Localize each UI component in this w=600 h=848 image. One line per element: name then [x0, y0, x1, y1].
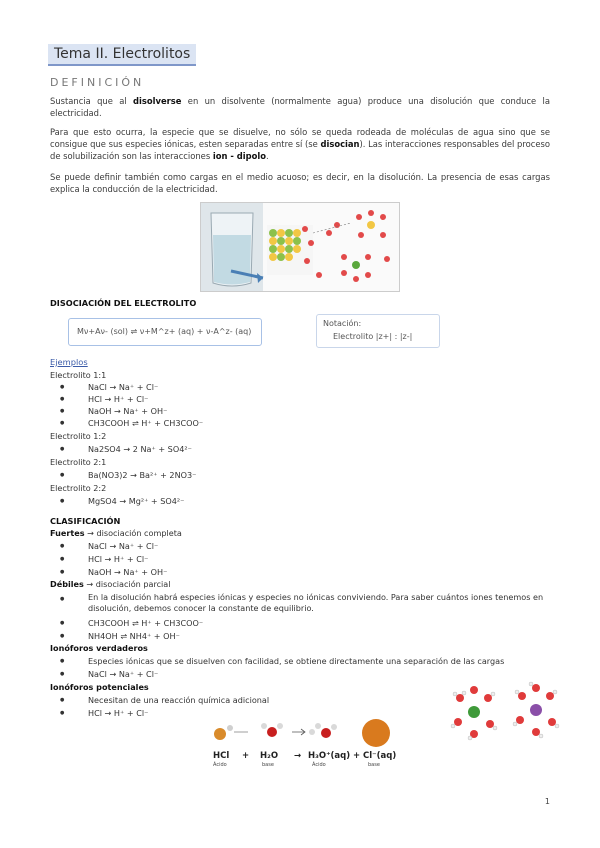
strong-electrolytes-line: Fuertes → disociación completa	[50, 528, 182, 538]
list-item: ● HCl → H⁺ + Cl⁻	[64, 394, 124, 404]
list-item: ● En la disolución habrá especies iónicas y especies no iónicas conviviendo. Para saber cuántos iones tenemos en disolución, debemos conocer la constante de equilibrio.	[64, 592, 526, 614]
h3o-role: Ácido	[312, 762, 326, 768]
plus-sign: +	[242, 751, 250, 761]
dissociation-equation-box	[68, 318, 262, 346]
notation-box	[316, 314, 440, 348]
chloride-formula: Cl⁻(aq)	[363, 751, 397, 761]
list-item: ● NH4OH ⇌ NH4⁺ + OH⁻	[64, 631, 156, 641]
dissolution-figure	[200, 202, 400, 292]
weak-electrolytes-line: Débiles → disociación parcial	[50, 579, 171, 589]
list-item: ● Especies iónicas que se disuelven con facilidad, se obtiene directamente una separación de las cargas	[64, 656, 534, 666]
list-item: ● NaOH → Na⁺ + OH⁻	[64, 567, 143, 577]
examples-link[interactable]: Ejemplos	[50, 357, 88, 367]
list-item: ● Na2SO4 → 2 Na⁺ + SO4²⁻	[64, 444, 168, 454]
reaction-arrow: →	[294, 751, 302, 761]
dissolution-illustration	[201, 203, 399, 291]
list-item: ● NaCl → Na⁺ + Cl⁻	[64, 382, 134, 392]
list-item: ● CH3COOH ⇌ H⁺ + CH3COO⁻	[64, 618, 179, 628]
group-label: Electrolito 2:1	[50, 457, 107, 467]
definition-heading: DEFINICIÓN	[50, 76, 145, 89]
list-item: ● MgSO4 → Mg²⁺ + SO4²⁻	[64, 496, 160, 506]
list-item: ● NaOH → Na⁺ + OH⁻	[64, 406, 143, 416]
true-ionophores-line: Ionóforos verdaderos	[50, 643, 148, 653]
definition-paragraph-2: Para que esto ocurra, la especie que se disuelve, no sólo se queda rodeada de moléculas de agua sino que se consigue que sus especies iónicas, esten separadas entre sí (se disocian). Las interacciones responsables del proceso de solubilización son las interacciones ion - dipolo.	[50, 127, 550, 161]
notation-label: Notación:	[323, 319, 362, 328]
list-item: ● NaCl → Na⁺ + Cl⁻	[64, 669, 134, 679]
dissociation-heading: DISOCIACIÓN DEL ELECTROLITO	[50, 298, 197, 308]
hcl-role: Ácido	[213, 762, 227, 768]
notation-value: Electrolito |z+| : |z-|	[333, 332, 413, 341]
list-item: ● Necesitan de una reacción química adicional	[64, 695, 245, 705]
potential-ionophores-line: Ionóforos potenciales	[50, 682, 149, 692]
list-item: ● HCl → H⁺ + Cl⁻	[64, 554, 124, 564]
definition-paragraph-3: Se puede definir también como cargas en el medio acuoso; es decir, en la disolución. La presencia de esas cargas explica la conducción de la electricidad.	[50, 172, 550, 194]
page-title: Tema II. Electrolitos	[48, 44, 196, 66]
dissociation-equation: Mν+Aν- (sol) ⇌ ν+M^z+ (aq) + ν-A^z- (aq)	[77, 327, 252, 336]
list-item: ● CH3COOH ⇌ H⁺ + CH3COO⁻	[64, 418, 179, 428]
hydrated-ions-illustration	[444, 680, 564, 742]
acid-base-reaction-diagram	[208, 716, 402, 772]
chloride-role: base	[368, 762, 380, 768]
list-item: ● Ba(NO3)2 → Ba²⁺ + 2NO3⁻	[64, 470, 172, 480]
page-number: 1	[544, 797, 550, 806]
h2o-formula: H₂O	[260, 751, 279, 761]
hcl-formula: HCl	[213, 751, 230, 761]
hydrated-ions	[313, 210, 390, 282]
h3o-formula: H₃O⁺(aq)	[308, 751, 351, 761]
group-label: Electrolito 1:1	[50, 370, 107, 380]
group-label: Electrolito 2:2	[50, 483, 107, 493]
group-label: Electrolito 1:2	[50, 431, 107, 441]
definition-paragraph-1: Sustancia que al disolverse en un disolvente (normalmente agua) produce una disolución que conduce la electricidad.	[50, 96, 550, 118]
h2o-role: base	[262, 762, 274, 768]
list-item: ● HCl → H⁺ + Cl⁻	[64, 708, 124, 718]
lattice-cluster	[267, 225, 314, 275]
classification-heading: CLASIFICACIÓN	[50, 516, 121, 526]
list-item: ● NaCl → Na⁺ + Cl⁻	[64, 541, 134, 551]
plus-sign: +	[353, 751, 361, 761]
